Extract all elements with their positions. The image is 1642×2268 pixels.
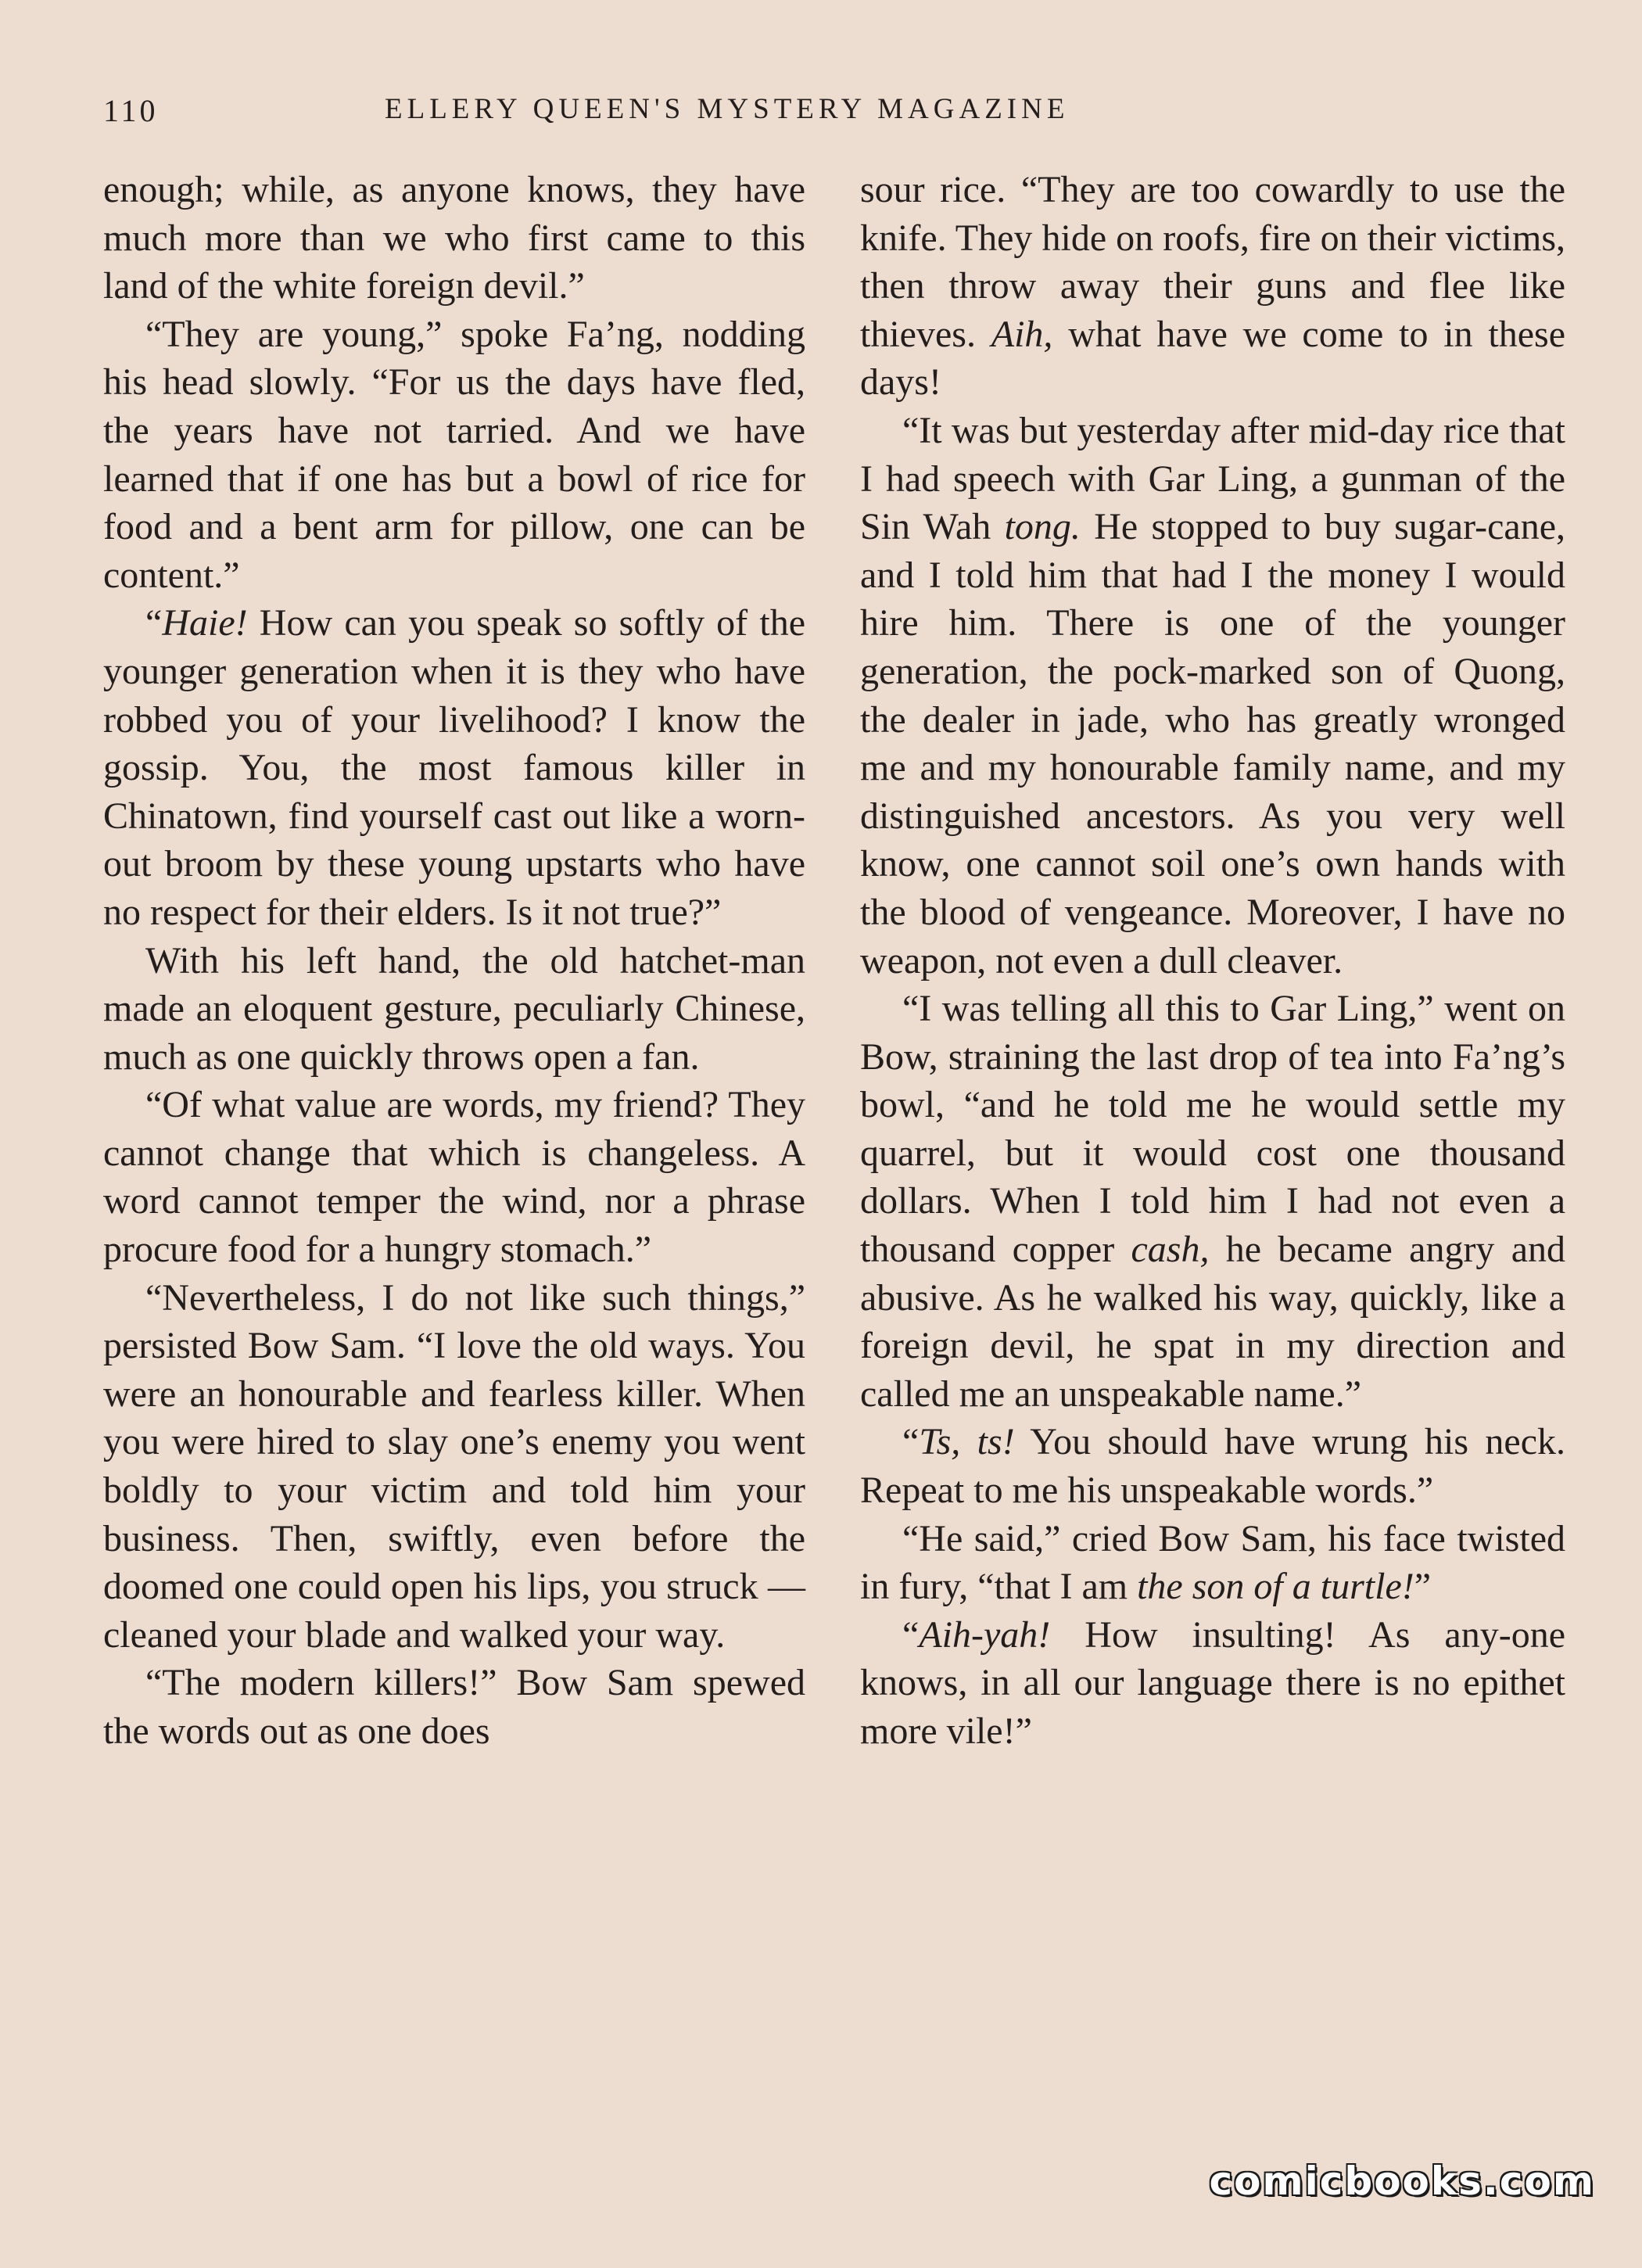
text-run: He stopped to buy sugar-cane, and I told him that had I the money I would hire him. There is one of the younger generation, the pock-marked son of Quong, the dealer in jade, who has greatly wronged me and my honourable family name, and my distinguished ancestors. As you very well know, one cannot soil one’s own hands with the blood of vengeance. Moreover, I have no weapon, not even a dull cleaver. [860, 506, 1565, 981]
running-title: ELLERY QUEEN'S MYSTERY MAGAZINE [385, 93, 1070, 125]
right-text-column [860, 166, 1565, 1756]
paragraph [103, 166, 805, 310]
left-text-column [103, 166, 805, 1756]
text-run: “I was telling all this to Gar Ling,” went on Bow, straining the last drop of tea into Fa’ng’s bowl, “and he told me he would settle my quarrel, but it would cost one thousand dollars. When I told him I had not even a thousand copper [860, 988, 1565, 1271]
text-run: With his left hand, the old hatchet-man made an eloquent gesture, peculiarly Chinese, much as one quickly throws open a fan. [103, 939, 805, 1078]
paragraph [860, 407, 1565, 985]
paragraph [860, 1611, 1565, 1756]
text-run: ” [1414, 1566, 1432, 1608]
text-run: enough; while, as anyone knows, they have much more than we who first came to this land of the white foreign devil.” [103, 169, 805, 307]
paragraph [860, 166, 1565, 407]
text-run: “ [902, 1421, 920, 1463]
italic-text: Aih, [991, 313, 1053, 355]
watermark-logo: comicbooks.com [1209, 2159, 1595, 2204]
text-run: sour rice. “They are too cowardly to use the knife. They hide on roofs, fire on their victims, then throw away their guns and flee like thieves. [860, 169, 1565, 355]
italic-text: Haie! [162, 602, 248, 644]
paragraph [103, 1274, 805, 1660]
paragraph [860, 985, 1565, 1418]
text-run: “He said,” cried Bow Sam, his face twisted in fury, “that I am [860, 1517, 1565, 1608]
text-run: “ [145, 602, 163, 644]
paragraph [103, 1659, 805, 1755]
italic-text: the son of a turtle! [1137, 1566, 1414, 1608]
paragraph [103, 1081, 805, 1273]
text-run: “The modern killers!” Bow Sam spewed the words out as one does [103, 1662, 805, 1752]
text-run: he became angry and abusive. As he walked his way, quickly, like a foreign devil, he spat in my direction and called me an unspeakable name.” [860, 1229, 1565, 1415]
paragraph [103, 599, 805, 936]
text-run: How insulting! As any-one knows, in all our language there is no epithet more vile!” [860, 1613, 1565, 1752]
text-run: what have we come to in these days! [860, 313, 1565, 404]
paragraph [103, 310, 805, 600]
text-run: How can you speak so softly of the younger generation when it is they who have robbed you of your livelihood? I know the gossip. You, the most famous killer in Chinatown, find yourself cast out like a worn-out broom by these young upstarts who have no respect for their elders. Is it not true?” [103, 602, 805, 933]
text-run: “Nevertheless, I do not like such things,” persisted Bow Sam. “I love the old ways. You were an honourable and fearless killer. When you were hired to slay one’s enemy you went boldly to your victim and told him your business. Then, swiftly, even before the doomed one could open his lips, you struck — cleaned your blade and walked your way. [103, 1276, 805, 1656]
italic-text: cash, [1131, 1229, 1210, 1271]
paragraph [860, 1418, 1565, 1514]
text-run: “Of what value are words, my friend? They cannot change that which is changeless. A word cannot temper the wind, nor a phrase procure food for a hungry stomach.” [103, 1084, 805, 1271]
page-header [103, 92, 1539, 139]
page-number: 110 [103, 93, 159, 128]
text-run: “It was but yesterday after mid-day rice that I had speech with Gar Ling, a gunman of the Sin Wah [860, 409, 1565, 548]
paragraph [103, 937, 805, 1082]
italic-text: tong. [1004, 506, 1081, 548]
paragraph [860, 1515, 1565, 1611]
text-run: “They are young,” spoke Fa’ng, nodding his head slowly. “For us the days have fled, the years have not tarried. And we have learned that if one has but a bowl of rice for food and a bent arm for pillow, one can be content.” [103, 313, 805, 596]
italic-text: Aih-yah! [919, 1613, 1051, 1656]
text-run: “ [902, 1613, 920, 1656]
italic-text: Ts, ts! [919, 1421, 1015, 1463]
text-run: You should have wrung his neck. Repeat to me his unspeakable words.” [860, 1421, 1565, 1512]
